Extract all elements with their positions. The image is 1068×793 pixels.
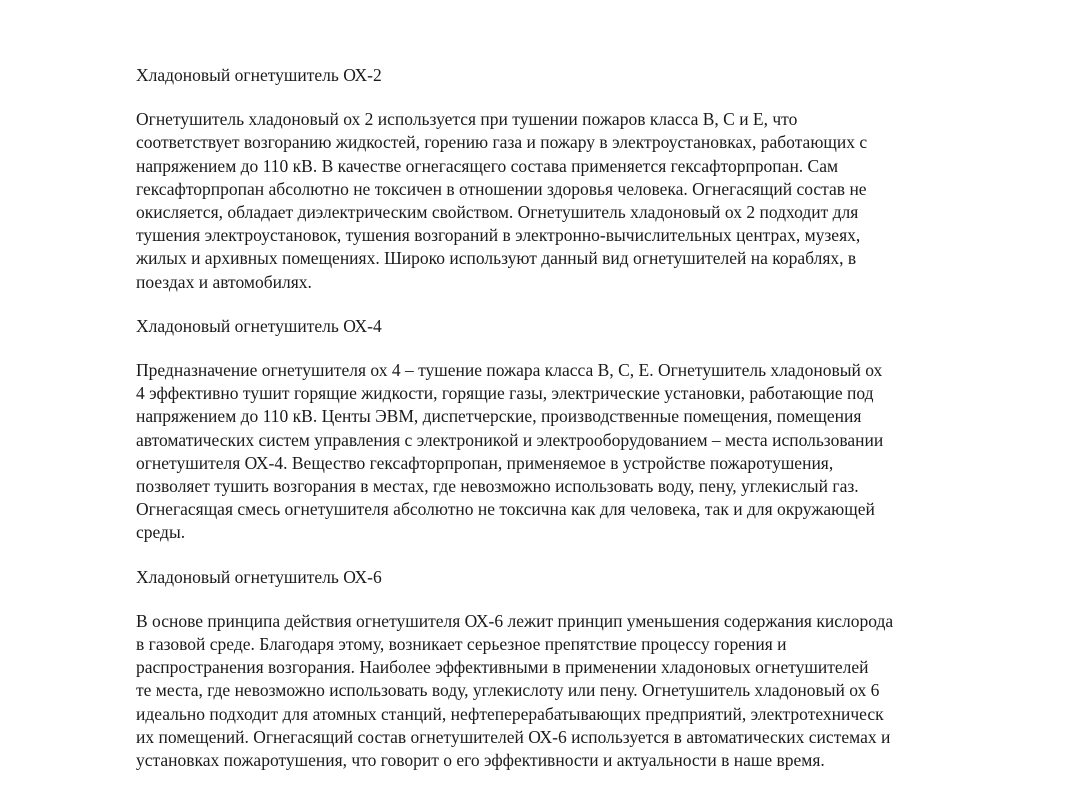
paragraph-line: поездах и автомобилях. (136, 271, 312, 292)
document-body (136, 64, 1016, 793)
paragraph-line: идеально подходит для атомных станций, нефтеперерабатывающих предприятий, электротехническ (136, 703, 884, 724)
paragraph-line: напряжением до 110 кВ. Центы ЭВМ, диспетчерские, производственные помещения, помещения (136, 406, 862, 427)
section-ox-2 (136, 64, 1016, 294)
paragraph-line: напряжением до 110 кВ. В качестве огнегасящего состава применяется гексафторпропан. Сам (136, 155, 839, 176)
section-heading: Хладоновый огнетушитель ОХ-4 (136, 315, 382, 336)
paragraph-line: их помещений. Огнегасящий состав огнетушителей ОХ-6 используется в автоматических системах и (136, 726, 891, 747)
paragraph-line: огнетушителя ОХ-4. Вещество гексафторпропан, применяемое в устройстве пожаротушения, (136, 452, 834, 473)
paragraph-line: гексафторпропан абсолютно не токсичен в отношении здоровья человека. Огнегасящий состав не (136, 178, 867, 199)
paragraph-line: установках пожаротушения, что говорит о его эффективности и актуальности в наше время. (136, 750, 825, 771)
paragraph-line: в газовой среде. Благодаря этому, возникает серьезное препятствие процессу горения и (136, 634, 787, 655)
paragraph-line: автоматических систем управления с электроникой и электрооборудованием – места использовании (136, 429, 884, 450)
section-ox-6 (136, 566, 1016, 773)
paragraph-line: окисляется, обладает диэлектрическим свойством. Огнетушитель хладоновый ох 2 подходит для (136, 202, 859, 223)
section-paragraph (136, 610, 1016, 772)
paragraph-line: те места, где невозможно использовать воду, углекислоту или пену. Огнетушитель хладоновый ох 6 (136, 680, 880, 701)
section-paragraph (136, 108, 1016, 294)
paragraph-line: позволяет тушить возгорания в местах, где невозможно использовать воду, пену, углекислый газ. (136, 476, 859, 497)
section-ox-4 (136, 315, 1016, 545)
paragraph-line: Огнетушитель хладоновый ох 2 используется при тушении пожаров класса В, С и Е, что (136, 109, 798, 130)
paragraph-line: 4 эффективно тушит горящие жидкости, горящие газы, электрические установки, работающие под (136, 383, 874, 404)
section-heading: Хладоновый огнетушитель ОХ-6 (136, 566, 382, 587)
paragraph-line: В основе принципа действия огнетушителя ОХ-6 лежит принцип уменьшения содержания кислорода (136, 610, 894, 631)
paragraph-line: распространения возгорания. Наиболее эффективными в применении хладоновых огнетушителей (136, 657, 869, 678)
paragraph-line: тушения электроустановок, тушения возгораний в электронно-вычислительных центрах, музеях, (136, 225, 861, 246)
paragraph-line: соответствует возгоранию жидкостей, горению газа и пожару в электроустановках, работающих с (136, 132, 868, 153)
paragraph-line: среды. (136, 522, 186, 543)
section-paragraph (136, 359, 1016, 545)
paragraph-line: Огнегасящая смесь огнетушителя абсолютно не токсична как для человека, так и для окружающей (136, 499, 875, 520)
paragraph-line: Предназначение огнетушителя ох 4 – тушение пожара класса В, С, Е. Огнетушитель хладоновый ох (136, 360, 883, 381)
paragraph-line: жилых и архивных помещениях. Широко используют данный вид огнетушителей на кораблях, в (136, 248, 857, 269)
section-heading: Хладоновый огнетушитель ОХ-2 (136, 65, 382, 85)
